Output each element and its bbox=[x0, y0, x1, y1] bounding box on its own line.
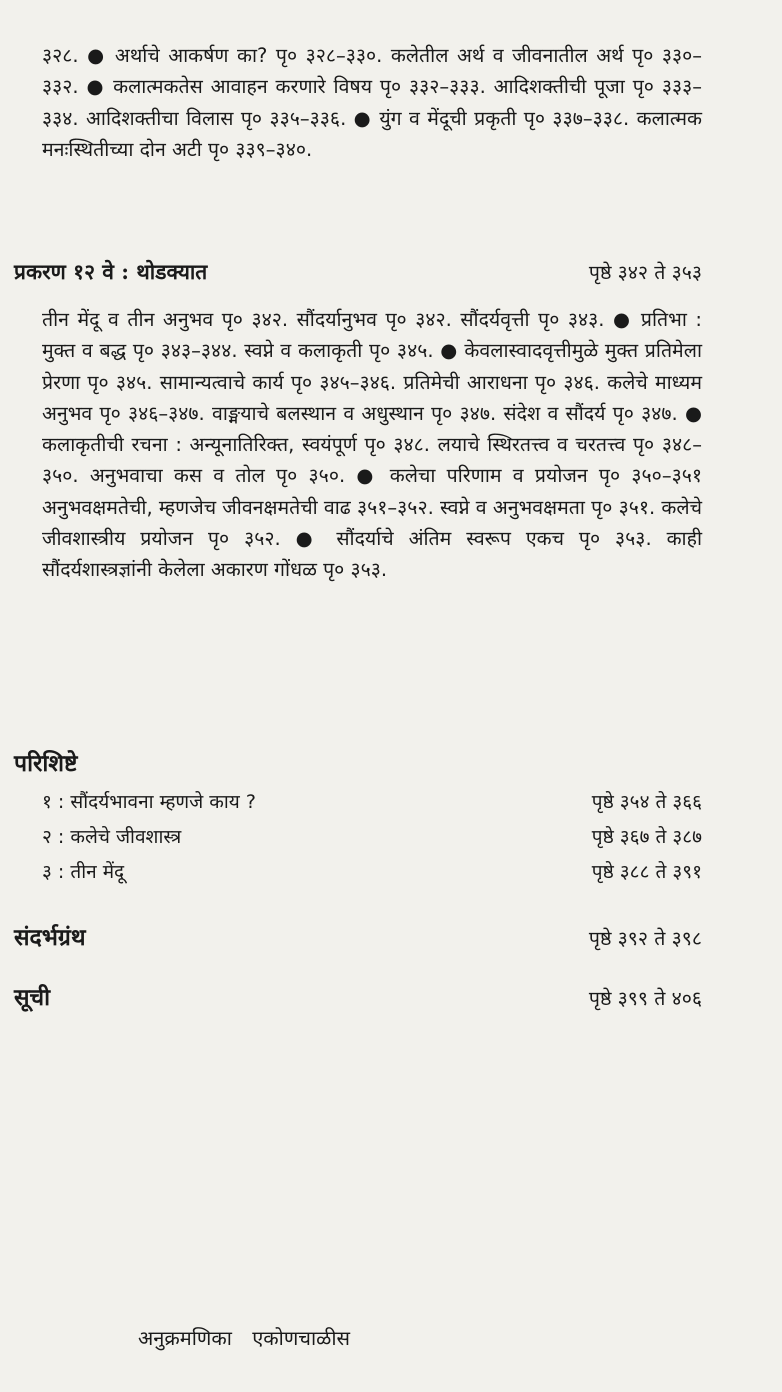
appendix-3-pages: पृष्ठे ३८८ ते ३९१ bbox=[591, 861, 702, 883]
index-row bbox=[14, 980, 702, 1012]
index-heading: सूची bbox=[14, 984, 51, 1011]
chapter-11-summary-tail: ३२८. ● अर्थाचे आकर्षण का? पृ० ३२८–३३०. कलेतील अर्थ व जीवनातील अर्थ पृ० ३३०–३३२. ● कलात्मकतेस आवाहन करणारे विषय पृ० ३३२–३३३. आदिशक्तीची पूजा पृ० ३३३–३३४. आदिशक्तीचा विलास पृ० ३३५–३३६. ● युंग व मेंदूची प्रकृती पृ० ३३७–३३८. कलात्मक मनःस्थितीच्या दोन अटी पृ० ३३९–३४०. bbox=[42, 44, 702, 161]
index-pages: पृष्ठे ३९९ ते ४०६ bbox=[588, 987, 702, 1010]
chapter-12-heading: प्रकरण १२ वे : थोडक्यात bbox=[14, 259, 208, 284]
chapter-12-summary: तीन मेंदू व तीन अनुभव पृ० ३४२. सौंदर्यानुभव पृ० ३४२. सौंदर्यवृत्ती पृ० ३४३. ● प्रतिभा : मुक्त व बद्ध पृ० ३४३–३४४. स्वप्ने व कलाकृती पृ० ३४५. ● केवलास्वादवृत्तीमुळे मुक्त प्रतिमेला प्रेरणा पृ० ३४५. सामान्यत्वाचे कार्य पृ० ३४५–३४६. प्रतिमेची आराधना पृ० ३४६. कलेचे माध्यम अनुभव पृ० ३४६–३४७. वाङ्मयाचे बलस्थान व अधुस्थान पृ० ३४७. संदेश व सौंदर्य पृ० ३४७. ● कलाकृतीची रचना : अन्यूनातिरिक्त, स्वयंपूर्ण पृ० ३४८. लयाचे स्थिरतत्त्व व चरतत्त्व पृ० ३४८–३५०. अनुभवाचा कस व तोल पृ० ३५०. ● कलेचा परिणाम व प्रयोजन पृ० ३५०–३५१ अनुभवक्षमतेची, म्हणजेच जीवनक्षमतेची वाढ ३५१–३५२. स्वप्ने व अनुभवक्षमता पृ० ३५१. कलेचे जीवशास्त्रीय प्रयोजन पृ० ३५२. ● सौंदर्याचे अंतिम स्वरूप एकच पृ० ३५३. काही सौंदर्यशास्त्रज्ञांनी केलेला अकारण गोंधळ पृ० ३५३. bbox=[42, 308, 702, 582]
bibliography-heading: संदर्भग्रंथ bbox=[14, 924, 86, 951]
appendix-1-pages: पृष्ठे ३५४ ते ३६६ bbox=[591, 791, 702, 813]
bibliography-pages: पृष्ठे ३९२ ते ३९८ bbox=[588, 927, 702, 950]
appendices-heading-row bbox=[14, 746, 702, 778]
chapter-12-heading-row bbox=[14, 258, 702, 286]
appendix-1-row bbox=[42, 788, 702, 814]
appendix-1-label: १ : सौंदर्यभावना म्हणजे काय ? bbox=[42, 791, 256, 813]
page-footer: अनुक्रमणिका एकोणचाळीस bbox=[138, 1326, 351, 1350]
appendix-2-label: २ : कलेचे जीवशास्त्र bbox=[42, 826, 182, 848]
appendix-3-label: ३ : तीन मेंदू bbox=[42, 861, 125, 883]
appendix-3-row bbox=[42, 858, 702, 884]
bibliography-row bbox=[14, 920, 702, 952]
chapter-12-pages: पृष्ठे ३४२ ते ३५३ bbox=[588, 261, 702, 284]
appendices-heading: परिशिष्टे bbox=[14, 750, 78, 777]
appendix-2-row bbox=[42, 823, 702, 849]
appendix-2-pages: पृष्ठे ३६७ ते ३८७ bbox=[591, 826, 702, 848]
